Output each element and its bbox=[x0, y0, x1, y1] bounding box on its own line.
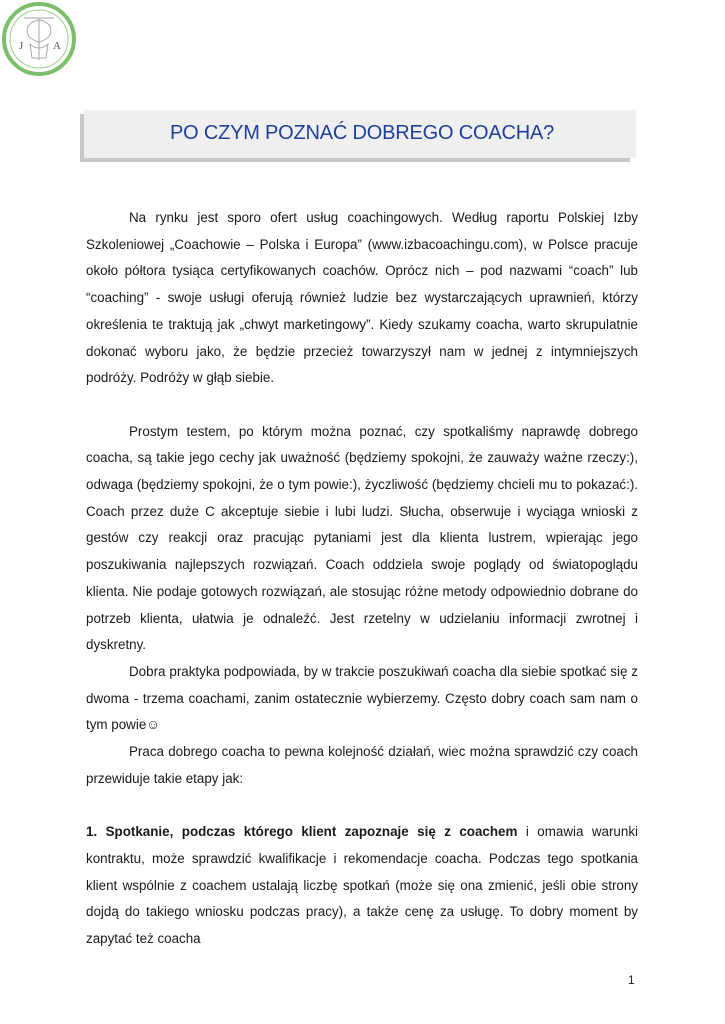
page-title: PO CZYM POZNAĆ DOBREGO COACHA? bbox=[169, 121, 555, 144]
paragraph-practice: Dobra praktyka podpowiada, by w trakcie poszukiwań coacha dla siebie spotkać się z dwoma - trzema coachami, zanim ostatecznie wybierzemy. Często dobry coach sam nam o tym powie☺ bbox=[86, 663, 638, 733]
paragraph-intro: Na rynku jest sporo ofert usług coachingowych. Według raportu Polskiej Izby Szkoleniowej „Coachowie – Polska i Europa” (www.izbacoachingu.com), w Polsce pracuje około półtora tysiąca certyfikowanych coachów. Oprócz nich – pod nazwami “coach” lub “coaching” - swoje usługi oferują również ludzie bez wystarczających uprawnień, którzy określenia te traktują jak „chwyt marketingowy”. Kiedy szukamy coacha, warto skrupulatnie dokonać wyboru jako, że będzie przecież towarzyszył nam w jednej z intymniejszych podróży. Podróży w głąb siebie. bbox=[86, 210, 638, 386]
document-body bbox=[86, 205, 638, 953]
page-number: 1 bbox=[628, 973, 635, 987]
step-1-paragraph bbox=[86, 819, 638, 953]
svg-text:J: J bbox=[19, 40, 24, 52]
paragraph-test: Prostym testem, po którym można poznać, czy spotkaliśmy naprawdę dobrego coacha, są takie jego cechy jak uważność (będziemy spokojni, że zauważy ważne rzeczy:), odwaga (będziemy spokojni, że o tym powie:), życzliwość (będziemy chcieli mu to pokazać:). Coach przez duże C akceptuje siebie i lubi ludzi. Słucha, obserwuje i wyciąga wnioski z gestów czy reakcji oraz pracując pytaniami jest dla klienta lustrem, wpierając jego poszukiwania najlepszych rozwiązań. Coach oddziela swoje poglądy od światopoglądu klienta. Nie podaje gotowych rozwiązań, ale stosując różne metody odpowiednio dobrane do potrzeb klienta, ułatwia je odnaleźć. Jest rzetelny w udzielaniu informacji zwrotnej i dyskretny. bbox=[86, 423, 638, 653]
logo-emblem-icon bbox=[2, 2, 76, 76]
paragraph-stages: Praca dobrego coacha to pewna kolejność działań, wiec można sprawdzić czy coach przewiduje takie etapy jak: bbox=[86, 744, 638, 786]
step-1-heading: 1. Spotkanie, podczas którego klient zapoznaje się z coachem bbox=[86, 824, 518, 840]
svg-text:A: A bbox=[53, 40, 61, 52]
step-1-text: i omawia warunki kontraktu, może sprawdzić kwalifikacje i rekomendacje coacha. Podczas tego spotkania klient wspólnie z coachem ustalają liczbę spotkań (może się ona zmienić, jeśli obie strony dojdą do takiego wniosku podczas pracy), a także cenę za usługę. To dobry moment by zapytać też coacha bbox=[86, 824, 639, 946]
izba-logo bbox=[2, 2, 76, 76]
